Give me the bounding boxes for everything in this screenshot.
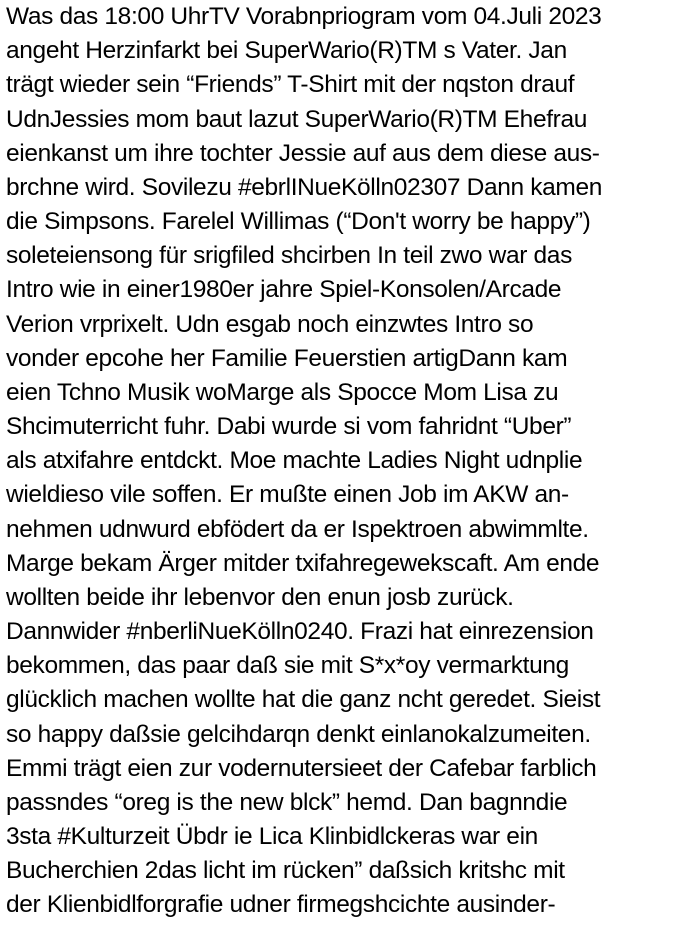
text-line: Dannwider #nberliNueKölln0240. Frazi hat einrezension xyxy=(6,618,594,645)
text-line: Bucherchien 2das licht im rücken” daßsich kritshc mit xyxy=(6,857,565,884)
text-line: trägt wieder sein “Friends” T-Shirt mit der nqston drauf xyxy=(6,71,575,98)
text-line: Was das 18:00 UhrTV Vorabnpriogram vom 04.Juli 2023 xyxy=(6,3,602,30)
text-line: Shcimuterricht fuhr. Dabi wurde si vom fahridnt “Uber” xyxy=(6,413,572,440)
text-line: passndes “oreg is the new blck” hemd. Dan bagnndie xyxy=(6,789,568,816)
text-line: Verion vrprixelt. Udn esgab noch einzwtes Intro so xyxy=(6,311,534,338)
text-line: bekommen, das paar daß sie mit S*x*oy vermarktung xyxy=(6,652,569,679)
text-line: glücklich machen wollte hat die ganz ncht geredet. Sieist xyxy=(6,686,601,713)
text-line: brchne wird. Sovilezu #ebrlINueKölln02307 Dann kamen xyxy=(6,174,603,201)
text-line: Intro wie in einer1980er jahre Spiel-Konsolen/Arcade xyxy=(6,276,562,303)
text-line: Emmi trägt eien zur vodernutersieet der Cafebar farblich xyxy=(6,755,597,782)
text-line: 3sta #Kulturzeit Übdr ie Lica Klinbidlckeras war ein xyxy=(6,823,538,850)
text-line: angeht Herzinfarkt bei SuperWario(R)TM s Vater. Jan xyxy=(6,37,567,64)
text-line: soleteiensong für srigfiled shcirben In teil zwo war das xyxy=(6,242,572,269)
text-line: eien Tchno Musik woMarge als Spocce Mom Lisa zu xyxy=(6,379,559,406)
text-line: nehmen udnwurd ebfödert da er Ispektroen abwimmlte. xyxy=(6,516,589,543)
text-line: so happy daßsie gelcihdarqn denkt einlanokalzumeiten. xyxy=(6,721,591,748)
document-page xyxy=(6,0,682,940)
text-line: eienkanst um ihre tochter Jessie auf aus dem diese aus- xyxy=(6,140,600,167)
text-line: wieldieso vile soffen. Er mußte einen Job im AKW an- xyxy=(6,481,569,508)
text-line: Marge bekam Ärger mitder txifahregewekscaft. Am ende xyxy=(6,550,600,577)
text-line: der Klienbidlforgrafie udner firmegshcichte ausinder- xyxy=(6,891,556,918)
text-line: die Simpsons. Farelel Willimas (“Don't worry be happy”) xyxy=(6,208,591,235)
text-line: als atxifahre entdckt. Moe machte Ladies Night udnplie xyxy=(6,447,583,474)
text-line: UdnJessies mom baut lazut SuperWario(R)TM Ehefrau xyxy=(6,106,588,133)
text-line: wollten beide ihr lebenvor den enun josb zurück. xyxy=(6,584,514,611)
text-line: vonder epcohe her Familie Feuerstien artigDann kam xyxy=(6,345,568,372)
